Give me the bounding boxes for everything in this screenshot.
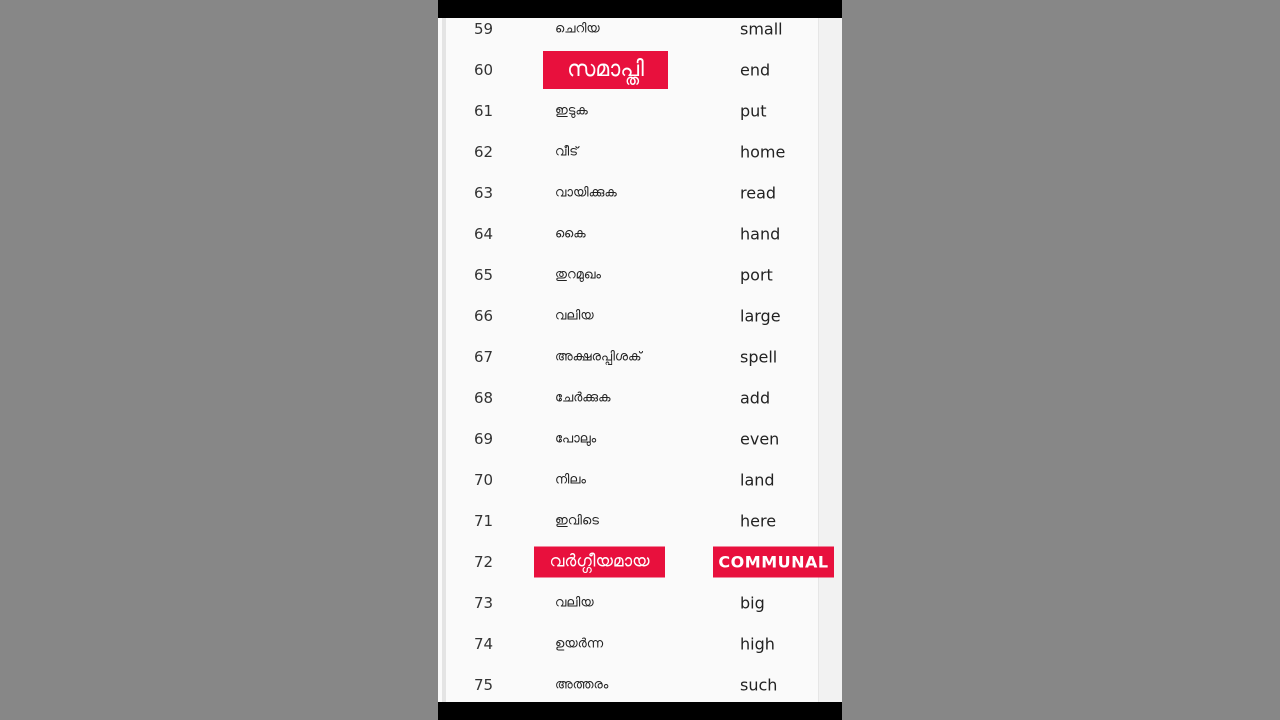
table-row xyxy=(438,213,842,254)
malayalam-word: വലിയ xyxy=(555,595,594,610)
english-word: spell xyxy=(740,347,778,366)
english-word: port xyxy=(740,265,773,284)
malayalam-word: ചേർക്കുക xyxy=(555,390,611,405)
english-word: big xyxy=(740,593,765,612)
english-word: small xyxy=(740,19,783,38)
row-number: 67 xyxy=(474,347,494,366)
row-number: 64 xyxy=(474,224,494,243)
vocabulary-screen[interactable] xyxy=(438,18,842,702)
malayalam-word: അത്തരം xyxy=(555,677,609,692)
english-word: hand xyxy=(740,224,781,243)
table-row xyxy=(438,541,842,582)
row-number: 61 xyxy=(474,101,494,120)
table-row xyxy=(438,664,842,702)
phone-frame xyxy=(438,0,842,720)
row-number: 60 xyxy=(474,60,494,79)
malayalam-word: ഇടുക xyxy=(555,103,588,118)
table-row xyxy=(438,500,842,541)
table-row xyxy=(438,18,842,49)
malayalam-word: വായിക്കുക xyxy=(555,185,617,200)
row-number: 70 xyxy=(474,470,494,489)
table-row xyxy=(438,418,842,459)
highlighted-english-word: COMMUNAL xyxy=(713,546,834,577)
row-number: 75 xyxy=(474,675,494,694)
row-number: 74 xyxy=(474,634,494,653)
table-row xyxy=(438,172,842,213)
table-row xyxy=(438,90,842,131)
malayalam-word: വീട് xyxy=(555,144,579,159)
malayalam-word: അക്ഷരപ്പിശക് xyxy=(555,349,642,364)
english-word: end xyxy=(740,60,771,79)
highlighted-malayalam-word: വർഗ്ഗീയമായ xyxy=(534,546,665,577)
table-row xyxy=(438,49,842,90)
row-number: 63 xyxy=(474,183,494,202)
row-number: 62 xyxy=(474,142,494,161)
table-row xyxy=(438,377,842,418)
malayalam-word: തുറമുഖം xyxy=(555,267,602,282)
table-row xyxy=(438,295,842,336)
table-row xyxy=(438,336,842,377)
malayalam-word: ഇവിടെ xyxy=(555,513,599,528)
table-row xyxy=(438,254,842,295)
row-number: 72 xyxy=(474,552,494,571)
malayalam-word: വലിയ xyxy=(555,308,594,323)
row-number: 66 xyxy=(474,306,494,325)
english-word: such xyxy=(740,675,778,694)
english-word: land xyxy=(740,470,775,489)
english-word: read xyxy=(740,183,777,202)
row-number: 73 xyxy=(474,593,494,612)
vocabulary-table xyxy=(438,18,842,702)
row-number: 59 xyxy=(474,19,494,38)
table-row xyxy=(438,623,842,664)
malayalam-word: നിലം xyxy=(555,472,586,487)
table-row xyxy=(438,459,842,500)
english-word: high xyxy=(740,634,775,653)
malayalam-word: ചെറിയ xyxy=(555,21,600,36)
english-word: large xyxy=(740,306,781,325)
english-word: add xyxy=(740,388,771,407)
row-number: 71 xyxy=(474,511,494,530)
english-word: home xyxy=(740,142,786,161)
malayalam-word: പോലും xyxy=(555,431,597,446)
malayalam-word: കൈ xyxy=(555,226,586,241)
english-word: put xyxy=(740,101,767,120)
english-word: even xyxy=(740,429,780,448)
row-number: 69 xyxy=(474,429,494,448)
table-row xyxy=(438,131,842,172)
table-row xyxy=(438,582,842,623)
english-word: here xyxy=(740,511,777,530)
malayalam-word: ഉയർന്ന xyxy=(555,636,604,651)
row-number: 65 xyxy=(474,265,494,284)
row-number: 68 xyxy=(474,388,494,407)
highlighted-malayalam-word: സമാപ്തി xyxy=(543,51,668,89)
